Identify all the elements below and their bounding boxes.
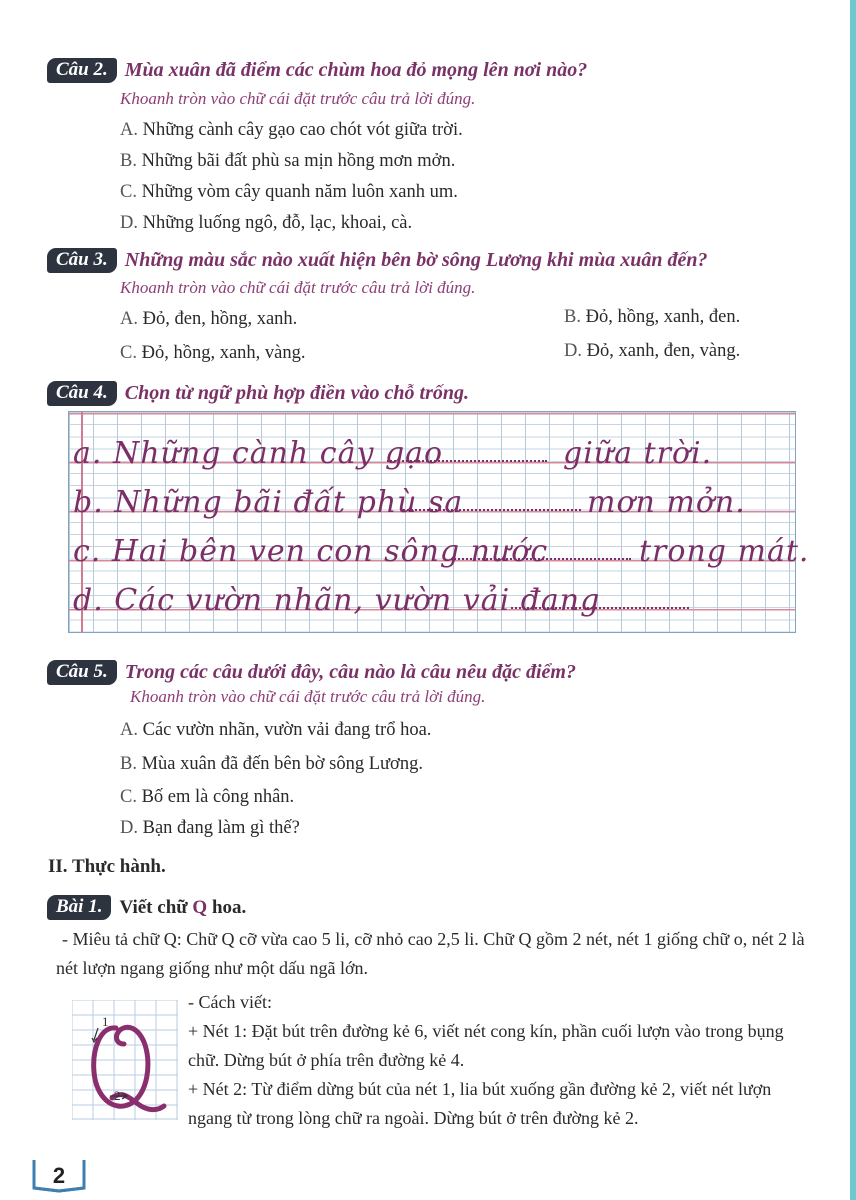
question-5-option-c[interactable] [120,787,294,808]
option-letter: B. [564,307,581,327]
question-5-badge: Câu 5. [47,660,117,685]
option-letter: C. [120,343,137,363]
option-letter: D. [120,213,138,233]
question-5-instruction: Khoanh tròn vào chữ cái đặt trước câu trả lời đúng. [130,687,486,706]
writing-guide-title: - Cách viết: [188,992,272,1012]
option-letter: B. [120,754,137,774]
question-3-instruction: Khoanh tròn vào chữ cái đặt trước câu trả lời đúng. [120,278,476,297]
fill-line-a-start: a. Những cành cây gạo [73,436,444,471]
page-number: 2 [52,1163,66,1188]
fill-line-a-blank[interactable] [387,460,547,462]
writing-guide [188,988,808,1133]
option-text: Đỏ, hồng, xanh, vàng. [141,343,306,363]
fill-line-b-start: b. Những bãi đất phù sa [73,485,464,520]
fill-line-c-start: c. Hai bên ven con sông nước [73,534,549,569]
question-4-heading [47,381,469,406]
exercise-1-title-suffix: hoa. [207,896,247,918]
fill-line-b-blank[interactable] [403,509,581,511]
option-letter: D. [120,818,138,838]
fill-line-d-start: d. Các vườn nhãn, vườn vải đang [73,583,601,618]
option-text: Những vòm cây quanh năm luôn xanh um. [141,182,458,202]
question-3-badge: Câu 3. [47,248,117,273]
fill-line-d-blank[interactable] [511,607,689,609]
section-2-title: II. Thực hành. [48,856,166,877]
question-2-option-b[interactable] [120,151,455,172]
question-3-option-d[interactable] [564,341,740,362]
question-3-option-b[interactable] [564,307,740,328]
option-text: Mùa xuân đã đến bên bờ sông Lương. [141,754,423,774]
handwriting-grid [68,411,810,633]
exercise-1-badge: Bài 1. [47,895,111,920]
exercise-1-title-letter: Q [192,896,208,918]
fill-line-c-blank[interactable] [451,558,631,560]
option-letter: B. [120,151,137,171]
question-4-text: Chọn từ ngữ phù hợp điền vào chỗ trống. [124,382,469,404]
option-letter: D. [564,341,582,361]
exercise-1-title-prefix: Viết chữ [119,896,193,918]
question-3-option-c[interactable] [120,343,306,364]
page-edge-stripe [850,0,856,1200]
writing-stroke-2: + Nét 2: Từ điểm dừng bút của nét 1, lia bút xuống gần đường kẻ 2, viết nét lượn ngang từ trong lòng chữ ra ngoài. Dừng bút ở trên đường kẻ 2. [188,1079,772,1128]
fill-line-b-end: mơn mởn. [587,485,746,520]
writing-stroke-1: + Nét 1: Đặt bút trên đường kẻ 6, viết nét cong kín, phần cuối lượn vào trong bụng chữ. Dừng bút ở phía trên đường kẻ 4. [188,1021,784,1070]
option-text: Đỏ, hồng, xanh, đen. [585,307,741,327]
option-letter: A. [120,720,138,740]
question-2-instruction: Khoanh tròn vào chữ cái đặt trước câu trả lời đúng. [120,89,476,108]
question-5-option-d[interactable] [120,818,300,839]
letter-q-diagram [72,1000,178,1120]
option-letter: C. [120,182,137,202]
exercise-1-heading [47,895,246,920]
option-text: Đỏ, xanh, đen, vàng. [586,341,741,361]
option-text: Những luống ngô, đỗ, lạc, khoai, cà. [142,213,413,233]
question-3-option-a[interactable] [120,309,297,330]
question-2-option-a[interactable] [120,120,463,141]
question-5-heading [47,660,576,685]
question-3-heading [47,248,708,273]
question-2-option-d[interactable] [120,213,412,234]
question-2-text: Mùa xuân đã điểm các chùm hoa đỏ mọng lên nơi nào? [124,59,588,81]
fill-line-c-end: trong mát. [639,534,810,569]
option-letter: A. [120,309,138,329]
question-5-option-b[interactable] [120,754,423,775]
question-2-option-c[interactable] [120,182,458,203]
option-text: Những bãi đất phù sa mịn hồng mơn mởn. [141,151,456,171]
stroke-1-label: 1 [102,1014,109,1029]
fill-line-a-end: giữa trời. [563,436,713,471]
option-text: Đỏ, đen, hồng, xanh. [142,309,298,329]
letter-description: - Miêu tả chữ Q: Chữ Q cỡ vừa cao 5 li, cỡ nhỏ cao 2,5 li. Chữ Q gồm 2 nét, nét 1 giống chữ o, nét 2 là nét lượn ngang giống như một dấu ngã lớn. [56,929,805,978]
question-5-text: Trong các câu dưới đây, câu nào là câu nêu đặc điểm? [124,661,576,683]
question-2-heading [47,58,587,83]
question-3-text: Những màu sắc nào xuất hiện bên bờ sông Lương khi mùa xuân đến? [124,249,708,271]
option-text: Các vườn nhãn, vườn vải đang trổ hoa. [142,720,432,740]
option-letter: A. [120,120,138,140]
question-4-badge: Câu 4. [47,381,117,406]
question-5-option-a[interactable] [120,720,431,741]
stroke-2-label: 2 [114,1088,121,1103]
exercise-1-title [119,897,246,919]
option-text: Những cành cây gạo cao chót vót giữa trời. [142,120,463,140]
page-number-book-icon [30,1156,88,1194]
option-text: Bố em là công nhân. [141,787,295,807]
option-letter: C. [120,787,137,807]
option-text: Bạn đang làm gì thế? [142,818,300,838]
question-2-badge: Câu 2. [47,58,117,83]
